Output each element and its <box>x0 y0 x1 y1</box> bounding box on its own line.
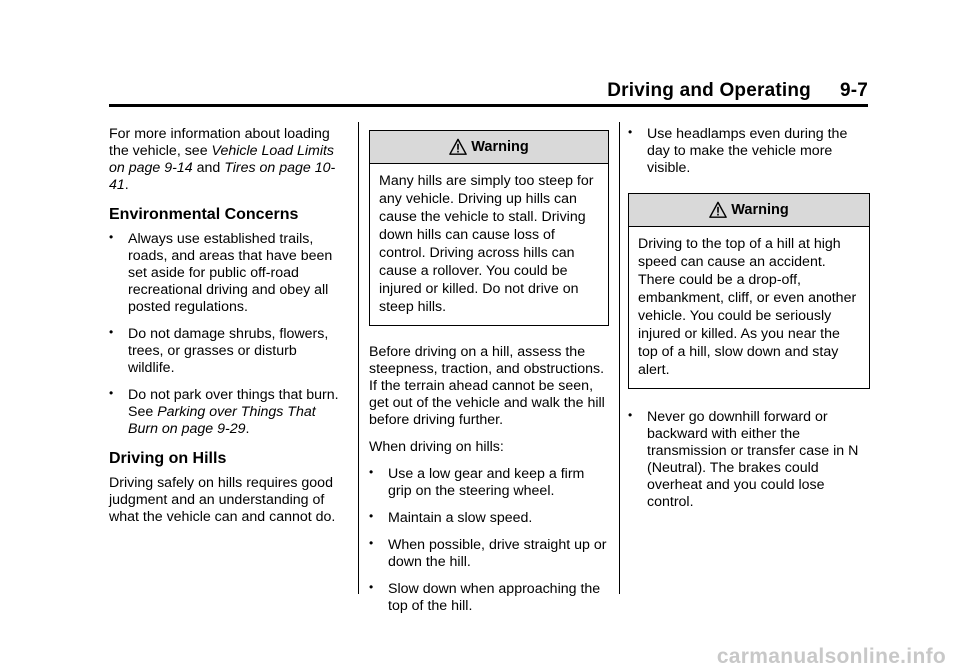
column-3 <box>628 126 870 521</box>
list-item: • Do not park over things that burn. See Parking over Things That Burn on page 9-29. <box>109 386 339 437</box>
cross-reference-link[interactable]: Vehicle Load Limits on page 9-14 <box>109 143 335 176</box>
bullet-list <box>628 126 870 177</box>
body-paragraph: Driving safely on hills requires good judgment and an understanding of what the vehicle can and cannot do. <box>109 475 336 525</box>
warning-body: Driving to the top of a hill at high speed can cause an accident. There could be a drop-off, embankment, cliff, or even another vehicle. You could be seriously injured or killed. As you near the top of a hill, slow down and stay alert. <box>638 236 857 378</box>
page-number: 9-7 <box>839 80 868 101</box>
list-item: • When possible, drive straight up or down the hill. <box>369 536 607 570</box>
bullet-list <box>628 409 870 511</box>
column-divider <box>358 122 359 594</box>
column-divider <box>619 122 620 594</box>
list-item: • Slow down when approaching the top of the hill. <box>369 580 601 614</box>
section-title: Driving and Operating <box>607 80 811 101</box>
column-1 <box>109 126 347 536</box>
warning-box <box>369 130 609 326</box>
warning-header <box>629 194 869 227</box>
header-rule <box>109 104 868 107</box>
column-2 <box>369 130 609 625</box>
list-item: • Always use established trails, roads, and areas that have been set aside for public off-road recreational driving and obey all posted regulations. <box>109 230 333 315</box>
warning-triangle-icon <box>449 138 467 156</box>
bullet-list <box>109 231 347 438</box>
bullet-icon: • <box>369 580 374 594</box>
cross-reference-link[interactable]: Parking over Things That Burn on page 9-29 <box>128 404 316 437</box>
warning-header <box>370 131 608 164</box>
warning-box <box>628 193 870 389</box>
bullet-icon: • <box>109 386 114 400</box>
warning-title: Warning <box>731 201 789 218</box>
list-item: • Use a low gear and keep a firm grip on the steering wheel. <box>369 465 585 499</box>
bullet-icon: • <box>109 325 114 339</box>
section-heading: Driving on Hills <box>109 450 227 467</box>
warning-title: Warning <box>471 138 529 155</box>
bullet-icon: • <box>369 536 374 550</box>
body-paragraph: When driving on hills: <box>369 439 504 455</box>
bullet-icon: • <box>369 509 374 523</box>
bullet-list <box>369 466 609 615</box>
section-heading: Environmental Concerns <box>109 206 299 223</box>
intro-paragraph: For more information about loading the vehicle, see Vehicle Load Limits on page 9-14 and Tires on page 10-41. <box>109 126 336 193</box>
page-header <box>607 80 868 102</box>
cross-reference-link[interactable]: Tires on page 10-41 <box>109 160 336 193</box>
warning-triangle-icon <box>709 201 727 219</box>
bullet-icon: • <box>109 230 114 244</box>
list-item: • Maintain a slow speed. <box>369 509 533 526</box>
bullet-icon: • <box>628 125 633 139</box>
bullet-icon: • <box>628 408 633 422</box>
list-item: • Never go downhill forward or backward with either the transmission or transfer case in N (Neutral). The brakes could overheat and you could lose control. <box>628 408 859 510</box>
warning-body: Many hills are simply too steep for any vehicle. Driving up hills can cause the vehicle to stall. Driving down hills can cause loss of control. Driving across hills can cause a rollover. You could be injured or killed. Do not drive on steep hills. <box>379 173 594 315</box>
list-item: • Use headlamps even during the day to make the vehicle more visible. <box>628 125 848 176</box>
list-item: • Do not damage shrubs, flowers, trees, or grasses or disturb wildlife. <box>109 325 329 376</box>
bullet-icon: • <box>369 465 374 479</box>
body-paragraph: Before driving on a hill, assess the steepness, traction, and obstructions. If the terrain ahead cannot be seen, get out of the vehicle and walk the hill before driving further. <box>369 344 605 428</box>
watermark: carmanualsonline.info <box>716 645 946 668</box>
